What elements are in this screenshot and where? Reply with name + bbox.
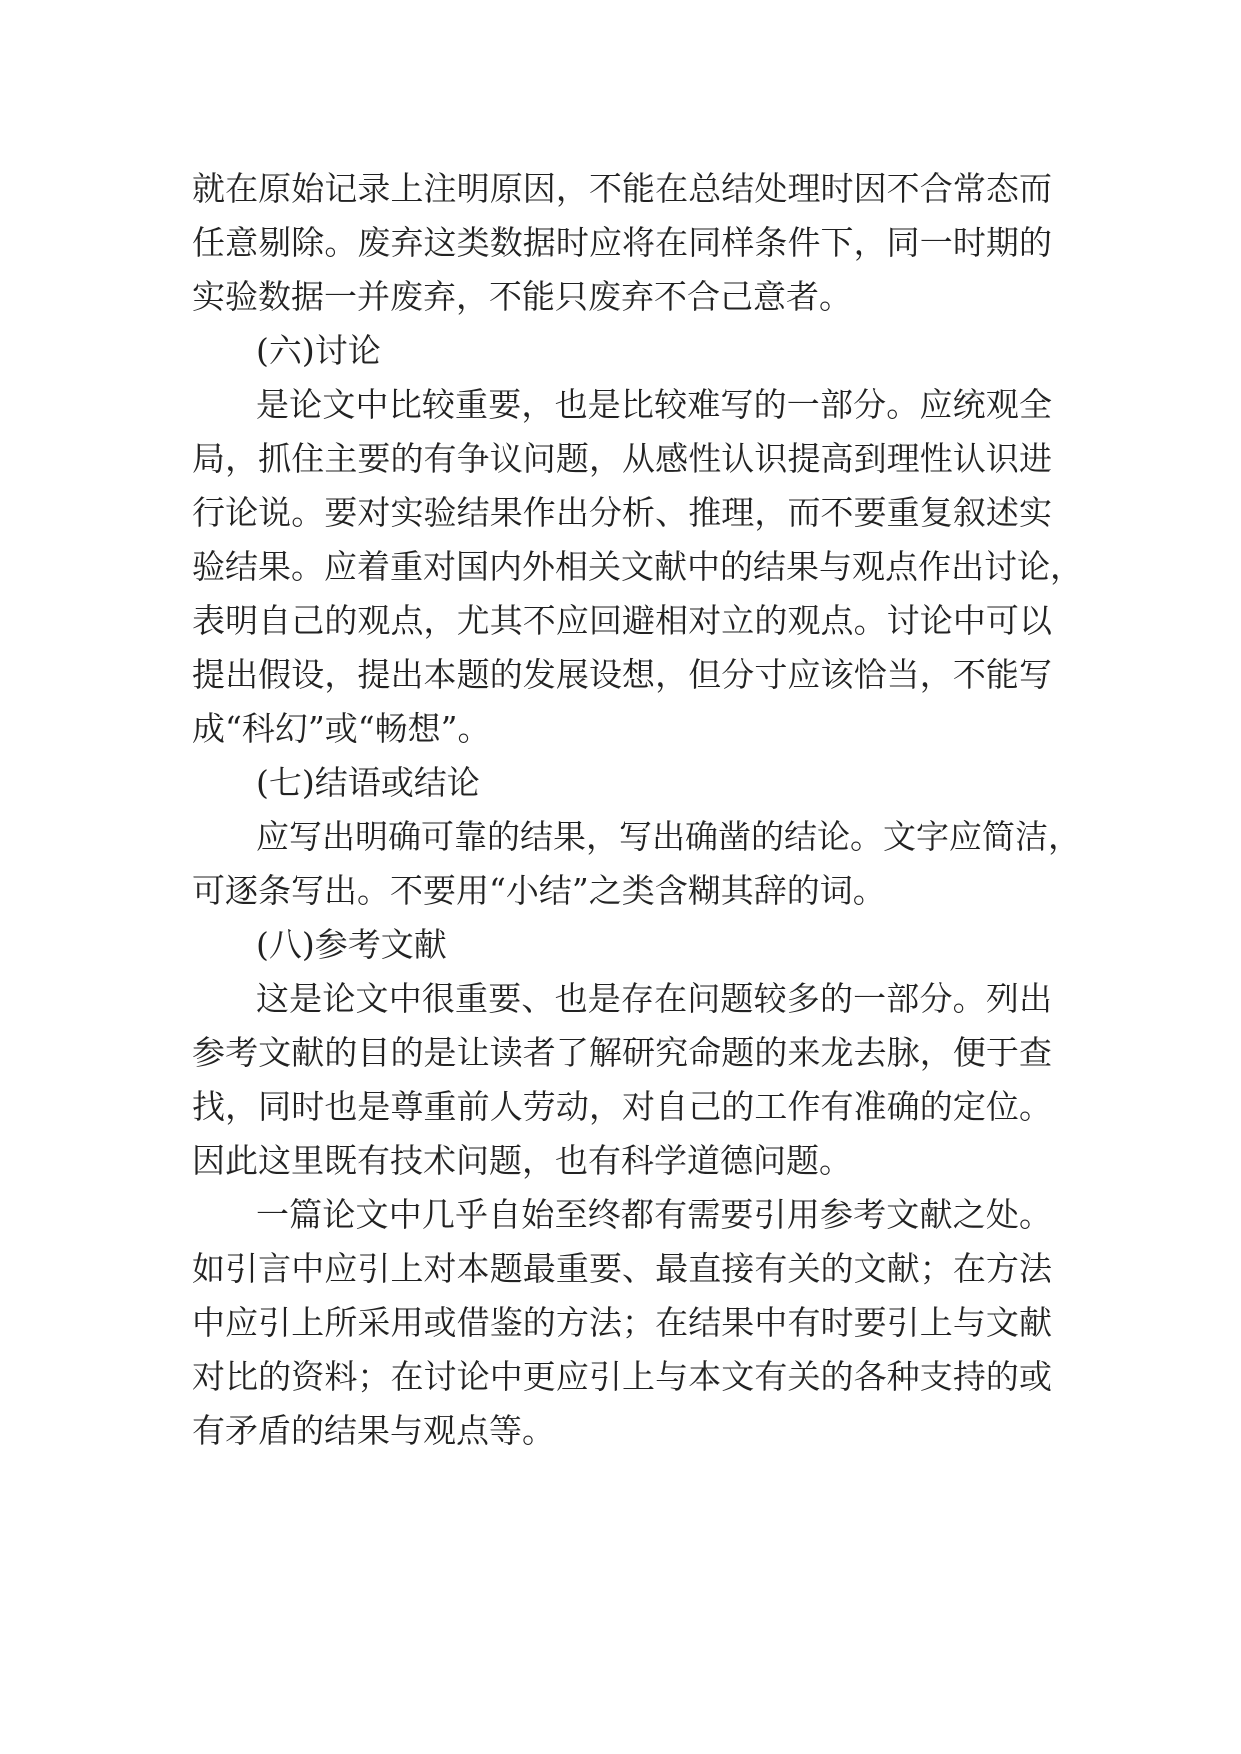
text-line: 表明自己的观点，尤其不应回避相对立的观点。讨论中可以 — [192, 601, 1052, 640]
text-line: 参考文献的目的是让读者了解研究命题的来龙去脉，便于查 — [192, 1033, 1052, 1072]
text-line: 行论说。要对实验结果作出分析、推理，而不要重复叙述实 — [192, 493, 1052, 532]
text-line: 有矛盾的结果与观点等。 — [192, 1411, 555, 1450]
text-line: 就在原始记录上注明原因，不能在总结处理时因不合常态而 — [192, 169, 1052, 208]
text-line: 是论文中比较重要，也是比较难写的一部分。应统观全 — [256, 385, 1052, 424]
text-line: 验结果。应着重对国内外相关文献中的结果与观点作出讨论， — [192, 547, 1083, 586]
text-line: 对比的资料；在讨论中更应引上与本文有关的各种支持的或 — [192, 1357, 1052, 1396]
text-line: 中应引上所采用或借鉴的方法；在结果中有时要引上与文献 — [192, 1303, 1052, 1342]
text-line: 提出假设，提出本题的发展设想，但分寸应该恰当，不能写 — [192, 655, 1052, 694]
text-line: 实验数据一并废弃，不能只废弃不合己意者。 — [192, 277, 852, 316]
text-line: 应写出明确可靠的结果，写出确凿的结论。文字应简洁， — [256, 817, 1081, 856]
section-heading-references: (八)参考文献 — [256, 925, 447, 964]
body-text — [192, 162, 1083, 1458]
text-line: 成“科幻”或“畅想”。 — [192, 709, 491, 748]
text-line: 可逐条写出。不要用“小结”之类含糊其辞的词。 — [192, 871, 886, 910]
text-line: 局，抓住主要的有争议问题，从感性认识提高到理性认识进 — [192, 439, 1052, 478]
text-line: 因此这里既有技术问题，也有科学道德问题。 — [192, 1141, 852, 1180]
text-line: 找，同时也是尊重前人劳动，对自己的工作有准确的定位。 — [192, 1087, 1052, 1126]
text-line: 一篇论文中几乎自始至终都有需要引用参考文献之处。 — [256, 1195, 1052, 1234]
text-line: 这是论文中很重要、也是存在问题较多的一部分。列出 — [256, 979, 1052, 1018]
section-heading-conclusion: (七)结语或结论 — [256, 763, 480, 802]
text-line: 任意剔除。废弃这类数据时应将在同样条件下，同一时期的 — [192, 223, 1052, 262]
section-heading-discussion: (六)讨论 — [256, 331, 381, 370]
text-line: 如引言中应引上对本题最重要、最直接有关的文献；在方法 — [192, 1249, 1052, 1288]
